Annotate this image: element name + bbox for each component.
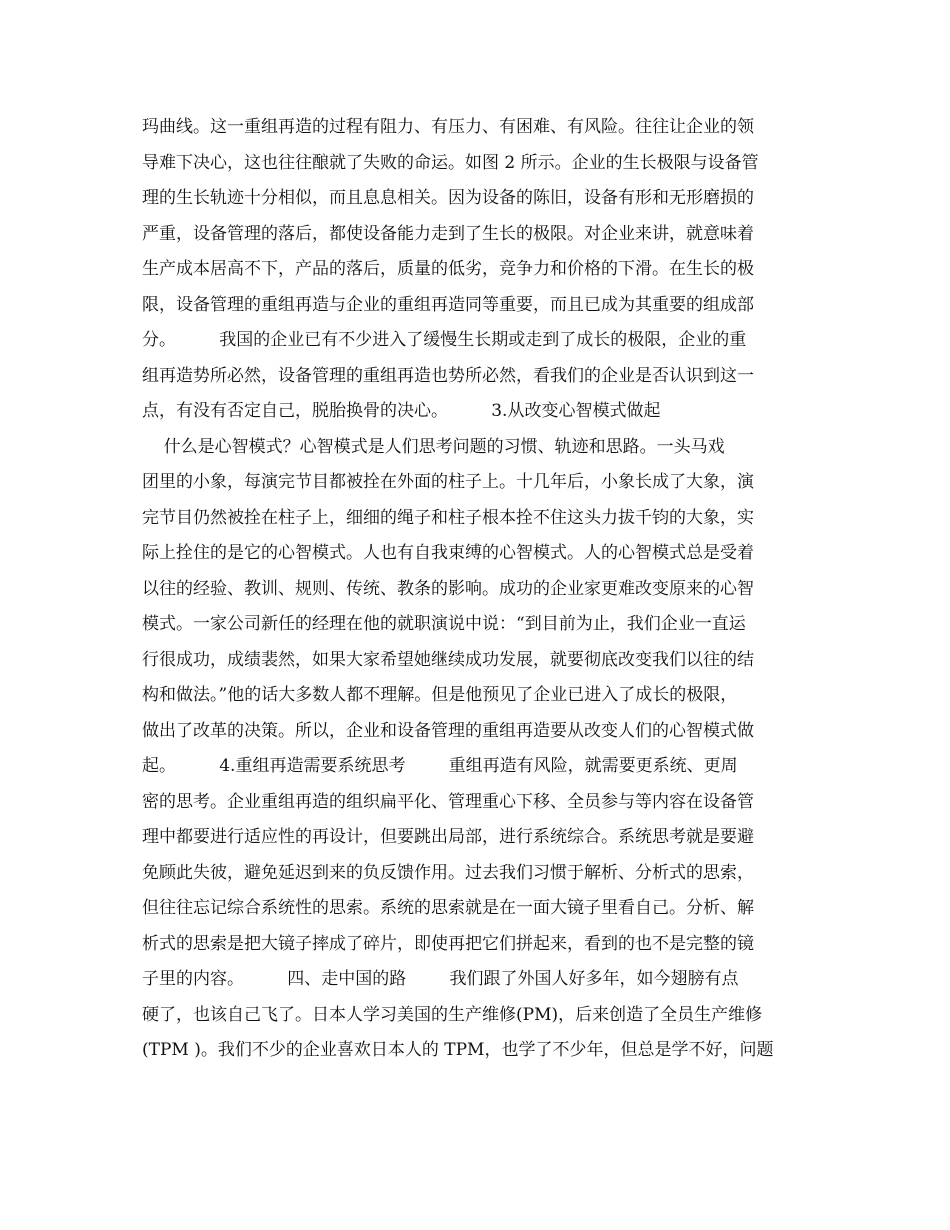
text-line: 理中都要进行适应性的再设计，但要跳出局部，进行系统综合。系统思考就是要避: [142, 827, 754, 847]
body-text: [142, 110, 810, 1069]
text-line: 完节目仍然被拴在柱子上，细细的绳子和柱子根本拴不住这头力拔千钧的大象，实: [142, 507, 754, 528]
text-line: 行很成功，成绩裴然，如果大家希望她继续成功发展，就要彻底改变我们以往的结: [142, 649, 754, 670]
text-line: 做出了改革的决策。所以，企业和设备管理的重组再造要从改变人们的心智模式做: [142, 720, 754, 741]
text-line: 导难下决心，这也往往酿就了失败的命运。如图 2 所示。企业的生长极限与设备管: [142, 152, 759, 173]
text-line: 理的生长轨迹十分相似，而且息息相关。因为设备的陈旧，设备有形和无形磨损的: [142, 188, 754, 208]
text-line: 密的思考。企业重组再造的组织扁平化、管理重心下移、全员参与等内容在设备管: [142, 791, 754, 812]
text-line: 玛曲线。这一重组再造的过程有阻力、有压力、有困难、有风险。往往让企业的领: [142, 117, 754, 137]
text-line: 析式的思索是把大镜子摔成了碎片，即使再把它们拼起来，看到的也不是完整的镜: [142, 933, 754, 954]
text-line: 但往往忘记综合系统性的思索。系统的思索就是在一面大镜子里看自己。分析、解: [142, 898, 754, 918]
text-line: 什么是心智模式？心智模式是人们思考问题的习惯、轨迹和思路。一头马戏: [142, 436, 725, 457]
text-line: 免顾此失彼，避免延迟到来的负反馈作用。过去我们习惯于解析、分析式的思索，: [142, 862, 754, 883]
text-line: 际上拴住的是它的心智模式。人也有自我束缚的心智模式。人的心智模式总是受着: [142, 543, 754, 563]
text-line: 起。 4.重组再造需要系统思考 重组再造有风险，就需要更系统、更周: [142, 756, 738, 776]
text-line: 分。 我国的企业已有不少进入了缓慢生长期或走到了成长的极限，企业的重: [142, 330, 747, 350]
text-line: 严重，设备管理的落后，都使设备能力走到了生长的极限。对企业来讲，就意味着: [142, 223, 754, 244]
text-line: 硬了，也该自己飞了。日本人学习美国的生产维修(PM)，后来创造了全员生产维修: [142, 1004, 763, 1025]
text-line: 以往的经验、教训、规则、传统、教条的影响。成功的企业家更难改变原来的心智: [142, 578, 754, 599]
text-line: 模式。一家公司新任的经理在他的就职演说中说：“到目前为止，我们企业一直运: [142, 614, 746, 634]
text-line: (TPM )。我们不少的企业喜欢日本人的 TPM，也学了不少年，但总是学不好，问题: [142, 1040, 774, 1060]
text-line: 点，有没有否定自己，脱胎换骨的决心。 3.从改变心智模式做起: [142, 401, 661, 421]
text-line: 团里的小象，每演完节目都被拴在外面的柱子上。十几年后，小象长成了大象，演: [142, 472, 754, 492]
text-line: 限，设备管理的重组再造与企业的重组再造同等重要，而且已成为其重要的组成部: [142, 294, 754, 315]
text-line: 组再造势所必然，设备管理的重组再造也势所必然，看我们的企业是否认识到这一: [142, 365, 754, 386]
text-line: 构和做法。”他的话大多数人都不理解。但是他预见了企业已进入了成长的极限，: [142, 685, 738, 705]
text-line: 生产成本居高不下，产品的落后，质量的低劣，竞争力和价格的下滑。在生长的极: [142, 259, 754, 279]
text-line: 子里的内容。 四、走中国的路 我们跟了外国人好多年，如今翅膀有点: [142, 969, 739, 989]
